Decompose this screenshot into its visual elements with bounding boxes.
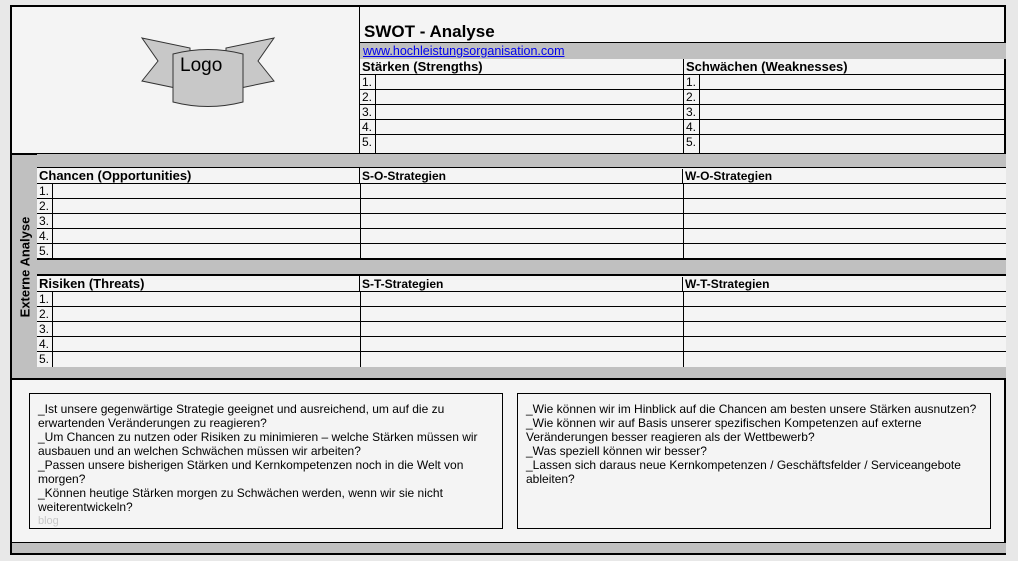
footer-band: [12, 542, 1006, 553]
question-item: _Um Chancen zu nutzen oder Risiken zu minimieren – welche Stärken müssen wir ausbauen und an welchen Schwächen müssen wir arbeiten?: [38, 430, 478, 458]
watermark-text: blog: [38, 515, 59, 527]
page-title: SWOT - Analyse: [364, 22, 495, 41]
question-item: _Was speziell können wir besser?: [526, 444, 707, 458]
table-row[interactable]: 5.: [37, 352, 1006, 367]
opportunities-block: [37, 167, 1006, 260]
table-row[interactable]: 2.: [37, 307, 1006, 322]
so-strategies-header: S-O-Strategien: [360, 169, 683, 184]
table-row[interactable]: 3.: [684, 105, 1006, 120]
question-item: _Passen unsere bisherigen Stärken und Kernkompetenzen noch in die Welt von morgen?: [38, 458, 464, 486]
st-strategies-header: S-T-Strategien: [360, 277, 683, 292]
table-row[interactable]: 1.: [37, 184, 1006, 199]
table-row[interactable]: 2.: [360, 90, 683, 105]
wt-strategies-header: W-T-Strategien: [683, 277, 1006, 292]
weaknesses-header: Schwächen (Weaknesses): [684, 59, 1006, 75]
wo-strategies-header: W-O-Strategien: [683, 169, 1006, 184]
table-row[interactable]: 4.: [37, 337, 1006, 352]
external-analysis-label: Externe Analyse: [12, 153, 37, 380]
opportunities-rows: [37, 184, 1006, 259]
table-row[interactable]: 4.: [360, 120, 683, 135]
strengths-table: [360, 59, 683, 153]
table-row[interactable]: 4.: [684, 120, 1006, 135]
column-divider: [360, 184, 361, 259]
table-row[interactable]: 5.: [360, 135, 683, 153]
weaknesses-table: [684, 59, 1006, 153]
table-row[interactable]: 5.: [37, 244, 1006, 259]
logo-area: [12, 7, 360, 153]
strengths-rows: [360, 75, 683, 153]
column-divider: [683, 292, 684, 367]
question-item: _Ist unsere gegenwärtige Strategie geeignet und ausreichend, um auf die zu erwartenden Veränderungen zu reagieren?: [38, 402, 445, 430]
questions-box-right: [517, 393, 991, 529]
threats-rows: [37, 292, 1006, 367]
table-row[interactable]: 3.: [37, 322, 1006, 337]
table-row[interactable]: 5.: [684, 135, 1006, 153]
question-item: _Können heutige Stärken morgen zu Schwächen werden, wenn wir sie nicht weiterentwickeln?: [38, 486, 443, 514]
table-row[interactable]: 3.: [360, 105, 683, 120]
table-row[interactable]: 1.: [37, 292, 1006, 307]
weaknesses-rows: [684, 75, 1006, 153]
table-row[interactable]: 2.: [37, 199, 1006, 214]
table-row[interactable]: 1.: [360, 75, 683, 90]
table-row[interactable]: 2.: [684, 90, 1006, 105]
website-link[interactable]: www.hochleistungsorganisation.com: [363, 44, 565, 58]
table-row[interactable]: 3.: [37, 214, 1006, 229]
swot-sheet: [10, 5, 1006, 555]
url-row: [360, 42, 1006, 59]
table-row[interactable]: 1.: [684, 75, 1006, 90]
question-item: _Wie können wir im Hinblick auf die Chancen am besten unsere Stärken ausnutzen?: [526, 402, 977, 416]
question-item: _Wie können wir auf Basis unserer spezifischen Kompetenzen auf externe Veränderungen besser reagieren als der Wettbewerb?: [526, 416, 922, 444]
question-item: _Lassen sich daraus neue Kernkompetenzen / Geschäftsfelder / Serviceangebote ableiten?: [526, 458, 961, 486]
table-row[interactable]: 4.: [37, 229, 1006, 244]
strengths-header: Stärken (Strengths): [360, 59, 683, 75]
column-divider: [360, 292, 361, 367]
questions-box-left: [29, 393, 503, 529]
opportunities-header: Chancen (Opportunities): [37, 168, 360, 184]
logo-text: Logo: [180, 55, 223, 76]
threats-block: [37, 274, 1006, 367]
threats-header: Risiken (Threats): [37, 276, 360, 292]
column-divider: [683, 184, 684, 259]
